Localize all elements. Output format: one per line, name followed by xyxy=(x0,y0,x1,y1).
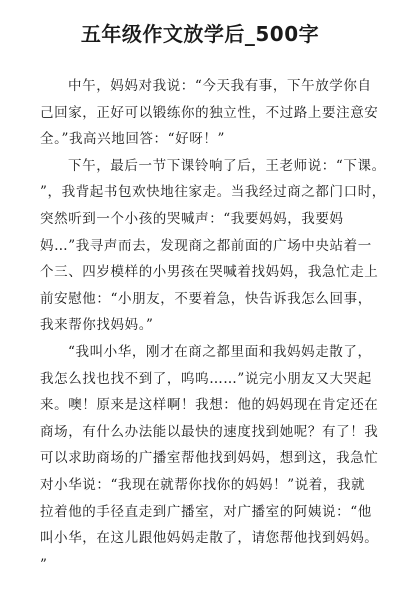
text-line: 突然听到一个小孩的哭喊声：“我要妈妈，我要妈 xyxy=(40,210,344,227)
text-line: 对小华说：“我现在就帮你找你的妈妈！”说着，我就 xyxy=(40,476,366,493)
text-line: 中午，妈妈对我说：“今天我有事，下午放学你自 xyxy=(68,78,372,94)
text-line: ” xyxy=(40,556,48,573)
text-line: 拉着他的手径直走到广播室，对广播室的阿姨说：“他 xyxy=(40,503,372,520)
text-line: 我来帮你找妈妈。” xyxy=(40,317,154,334)
document-title: 五年级作文放学后_500字 xyxy=(80,22,320,46)
text-line: 前安慰他：“小朋友，不要着急，快告诉我怎么回事， xyxy=(40,290,372,307)
text-line: 商场，有什么办法能以最快的速度找到她呢？有了！我 xyxy=(40,423,379,440)
document-body xyxy=(40,73,386,578)
text-line: 来。噢！原来是这样啊！我想：他的妈妈现在肯定还在 xyxy=(40,397,379,414)
text-line: 己回家，正好可以锻练你的独立性，不过路上要注意安 xyxy=(40,104,379,121)
text-line: “我叫小华，刚才在商之都里面和我妈妈走散了， xyxy=(68,343,372,360)
text-line: 个三、四岁模样的小男孩在哭喊着找妈妈，我急忙走上 xyxy=(40,264,379,281)
text-line: 叫小华，在这儿跟他妈妈走散了，请您帮他找到妈妈。 xyxy=(40,530,379,547)
text-line: 全。”我高兴地回答：“好呀！” xyxy=(40,131,225,148)
text-line: 我怎么找也找不到了，呜呜……”说完小朋友又大哭起 xyxy=(40,370,372,387)
text-line: 下午，最后一节下课铃响了后，王老师说：“下课。 xyxy=(68,157,386,174)
text-line: ”，我背起书包欢快地往家走。当我经过商之都门口时， xyxy=(40,184,386,201)
text-line: 可以求助商场的广播室帮他找到妈妈，想到这，我急忙 xyxy=(40,450,379,467)
text-line: 妈…”我寻声而去，发现商之都前面的广场中央站着一 xyxy=(40,237,372,254)
